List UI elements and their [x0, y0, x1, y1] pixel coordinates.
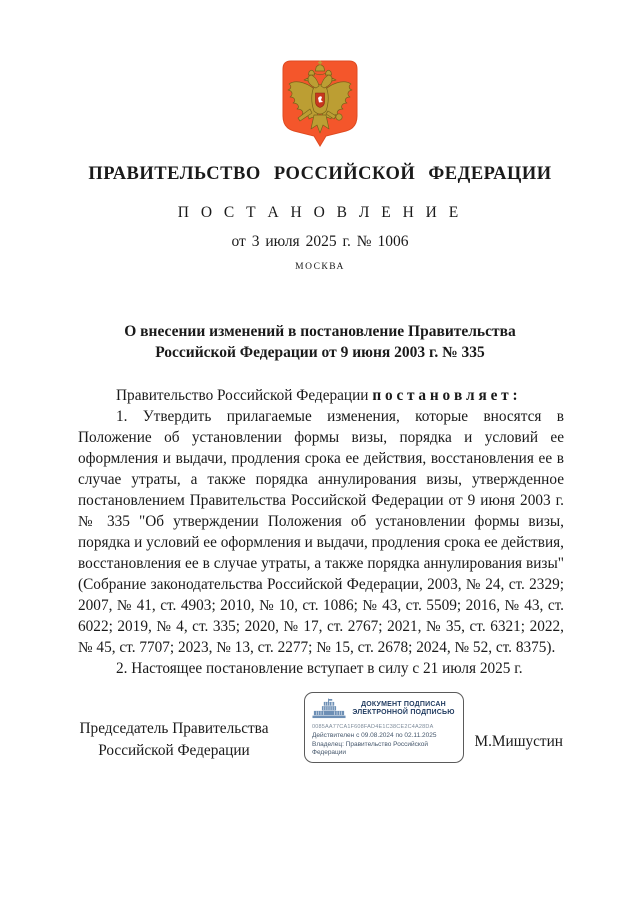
clause-1-paragraph: 1. Утвердить прилагаемые изменения, которые вносятся в Положение об установлении формы визы, порядка и условий ее оформления и выдачи, продления срока ее действия, восстановления ее в случае утраты, а также порядка аннулирования визы, утвержденное постановлением Правительства Российской Федерации от 9 июня 2003 г. № 335 "Об утверждении Положения об установлении формы визы, порядка и условий ее оформления и выдачи, продления срока ее действия, восстановления ее в случае утраты, а также порядка аннулирования визы" (Собрание законодательства Российской Федерации, 2003, № 24, ст. 2329; 2007, № 41, ст. 4903; 2010, № 10, ст. 1086; № 43, ст. 5509; 2016, № 43, ст. 6022; 2019, № 4, ст. 335; 2020, № 17, ст. 2767; 2021, № 35, ст. 6321; 2022, № 45, ст. 7707; 2023, № 13, ст. 2277; № 15, ст. 2678; 2024, № 52, ст. 8375).	[78, 408, 564, 656]
issue-city: МОСКВА	[295, 262, 345, 272]
preamble-text: Правительство Российской Федерации	[116, 387, 373, 404]
resolves-keyword: п о с т а н о в л я е т :	[372, 387, 518, 404]
stamp-title-line2: ЭЛЕКТРОННОЙ ПОДПИСЬЮ	[352, 709, 455, 716]
signatory-post	[78, 718, 270, 762]
document-date-number: от 3 июля 2025 г. № 1006	[231, 233, 409, 250]
stamp-validity-period: Действителен с 09.08.2024 по 02.11.2025	[312, 732, 437, 739]
russia-coat-of-arms-icon	[278, 57, 362, 149]
signatory-post-line2: Российской Федерации	[98, 742, 250, 759]
clause-2-paragraph: 2. Настоящее постановление вступает в силу с 21 июля 2025 г.	[116, 660, 523, 677]
stamp-title-line1: ДОКУМЕНТ ПОДПИСАН	[361, 700, 446, 708]
document-type-heading: П О С Т А Н О В Л Е Н И Е	[177, 204, 463, 221]
signatory-name: М.Мишустин	[474, 733, 563, 750]
signature-block	[78, 700, 563, 796]
government-building-icon	[312, 698, 346, 720]
issuing-authority-title: ПРАВИТЕЛЬСТВО РОССИЙСКОЙ ФЕДЕРАЦИИ	[88, 164, 552, 184]
signatory-post-line1: Председатель Правительства	[79, 720, 269, 737]
document-title-line2: Российской Федерации от 9 июня 2003 г. № 335	[155, 344, 485, 361]
stamp-title	[351, 701, 456, 718]
stamp-owner: Владелец: Правительство Российской Федерации	[312, 741, 429, 756]
document-title-line1: О внесении изменений в постановление Правительства	[124, 323, 516, 340]
preamble-paragraph	[78, 385, 564, 406]
document-title	[60, 321, 580, 363]
stamp-header	[312, 698, 456, 720]
electronic-signature-stamp	[304, 692, 464, 763]
stamp-certificate-number: 0085AA77CA1F608FAD4E1C38CE2C4A28DA	[312, 724, 434, 730]
document-body	[78, 385, 564, 679]
